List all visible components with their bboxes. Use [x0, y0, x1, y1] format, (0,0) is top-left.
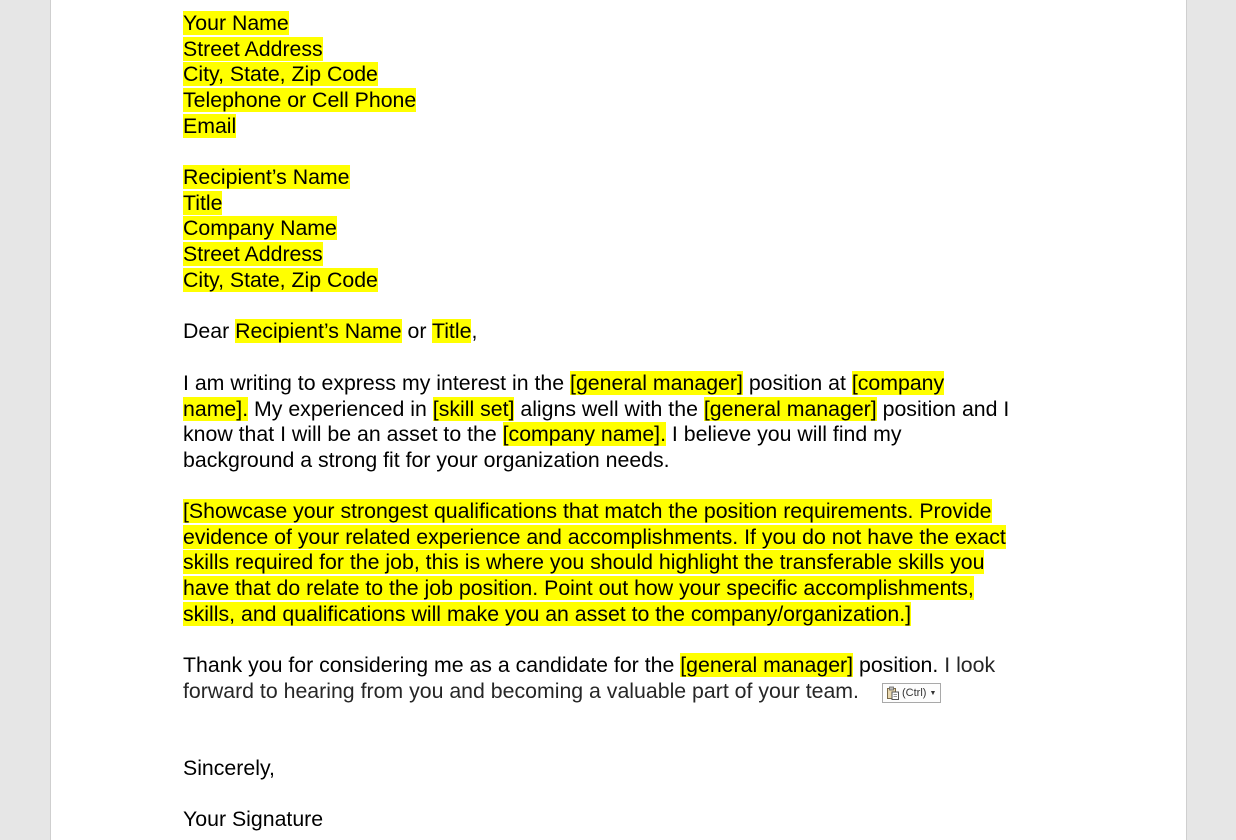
body-placeholder-text: skills required for the job, this is where you should highlight the transferable skills you: [183, 550, 985, 574]
recipient-city: City, State, Zip Code: [183, 268, 378, 292]
paste-options-button[interactable]: [882, 683, 941, 703]
intro-placeholder-skill-set: [skill set]: [432, 397, 515, 421]
body-placeholder-text: skills, and qualifications will make you an asset to the company/organization.]: [183, 602, 912, 626]
salutation-comma: ,: [471, 319, 478, 343]
recipient-name-line[interactable]: [183, 165, 350, 191]
chevron-down-icon: ▼: [929, 689, 937, 697]
salutation-or: or: [401, 319, 432, 343]
recipient-street: Street Address: [183, 242, 323, 266]
sender-street: Street Address: [183, 37, 323, 61]
closing-text: position.: [853, 653, 939, 677]
intro-placeholder-position: [general manager]: [703, 397, 877, 421]
body-placeholder-line-5[interactable]: [183, 602, 911, 628]
body-placeholder-text: evidence of your related experience and accomplishments. If you do not have the exact: [183, 525, 1006, 549]
body-placeholder-line-4[interactable]: [183, 576, 974, 602]
intro-line-1[interactable]: [183, 371, 944, 397]
recipient-title-line[interactable]: [183, 191, 222, 217]
intro-line-3[interactable]: [183, 422, 902, 448]
body-placeholder-line-2[interactable]: [183, 525, 1006, 551]
recipient-company: Company Name: [183, 216, 337, 240]
intro-placeholder-company: name].: [183, 397, 249, 421]
paste-options-label: (Ctrl): [902, 687, 927, 699]
recipient-street-line[interactable]: [183, 242, 323, 268]
signature-line[interactable]: [183, 807, 323, 833]
intro-line-4[interactable]: [183, 448, 670, 474]
intro-text: know that I will be an asset to the: [183, 422, 503, 446]
intro-text: I am writing to express my interest in the: [183, 371, 571, 395]
intro-line-2[interactable]: [183, 397, 1009, 423]
sender-name-line[interactable]: [183, 11, 289, 37]
closing-line-2[interactable]: [183, 679, 859, 705]
sender-email-line[interactable]: [183, 114, 236, 140]
intro-text: My experienced in: [248, 397, 433, 421]
signoff: Sincerely,: [183, 756, 275, 780]
clipboard-icon: [886, 686, 900, 700]
recipient-name: Recipient’s Name: [183, 165, 350, 189]
body-placeholder-line-3[interactable]: [183, 550, 984, 576]
sender-city: City, State, Zip Code: [183, 62, 378, 86]
body-placeholder-text: [Showcase your strongest qualifications that match the position requirements. Provide: [183, 499, 992, 523]
sender-email: Email: [183, 114, 237, 138]
sender-name: Your Name: [183, 11, 289, 35]
salutation-recipient-name: Recipient’s Name: [235, 319, 402, 343]
signature: Your Signature: [183, 807, 324, 831]
signoff-line[interactable]: [183, 756, 275, 782]
intro-placeholder-company: [company: [851, 371, 945, 395]
closing-text: I look: [938, 653, 996, 677]
sender-phone: Telephone or Cell Phone: [183, 88, 417, 112]
salutation-recipient-title: Title: [431, 319, 472, 343]
sender-phone-line[interactable]: [183, 88, 416, 114]
closing-line-1[interactable]: [183, 653, 995, 679]
closing-text: Thank you for considering me as a candidate for the: [183, 653, 681, 677]
body-placeholder-text: have that do relate to the job position. Point out how your specific accomplishments,: [183, 576, 974, 600]
closing-placeholder-position: [general manager]: [680, 653, 854, 677]
recipient-city-line[interactable]: [183, 268, 378, 294]
intro-text: aligns well with the: [514, 397, 704, 421]
recipient-company-line[interactable]: [183, 216, 337, 242]
body-placeholder-line-1[interactable]: [183, 499, 992, 525]
closing-text: forward to hearing from you and becoming a valuable part of your team.: [183, 679, 859, 703]
salutation-line[interactable]: [183, 319, 477, 345]
sender-street-line[interactable]: [183, 37, 323, 63]
intro-text: background a strong fit for your organization needs.: [183, 448, 670, 472]
salutation-dear: Dear: [183, 319, 236, 343]
intro-text: position and I: [876, 397, 1010, 421]
sender-city-line[interactable]: [183, 62, 378, 88]
intro-placeholder-company: [company name].: [502, 422, 666, 446]
intro-placeholder-position: [general manager]: [570, 371, 743, 395]
intro-text: I believe you will find my: [666, 422, 902, 446]
intro-text: position at: [742, 371, 852, 395]
recipient-title: Title: [183, 191, 223, 215]
